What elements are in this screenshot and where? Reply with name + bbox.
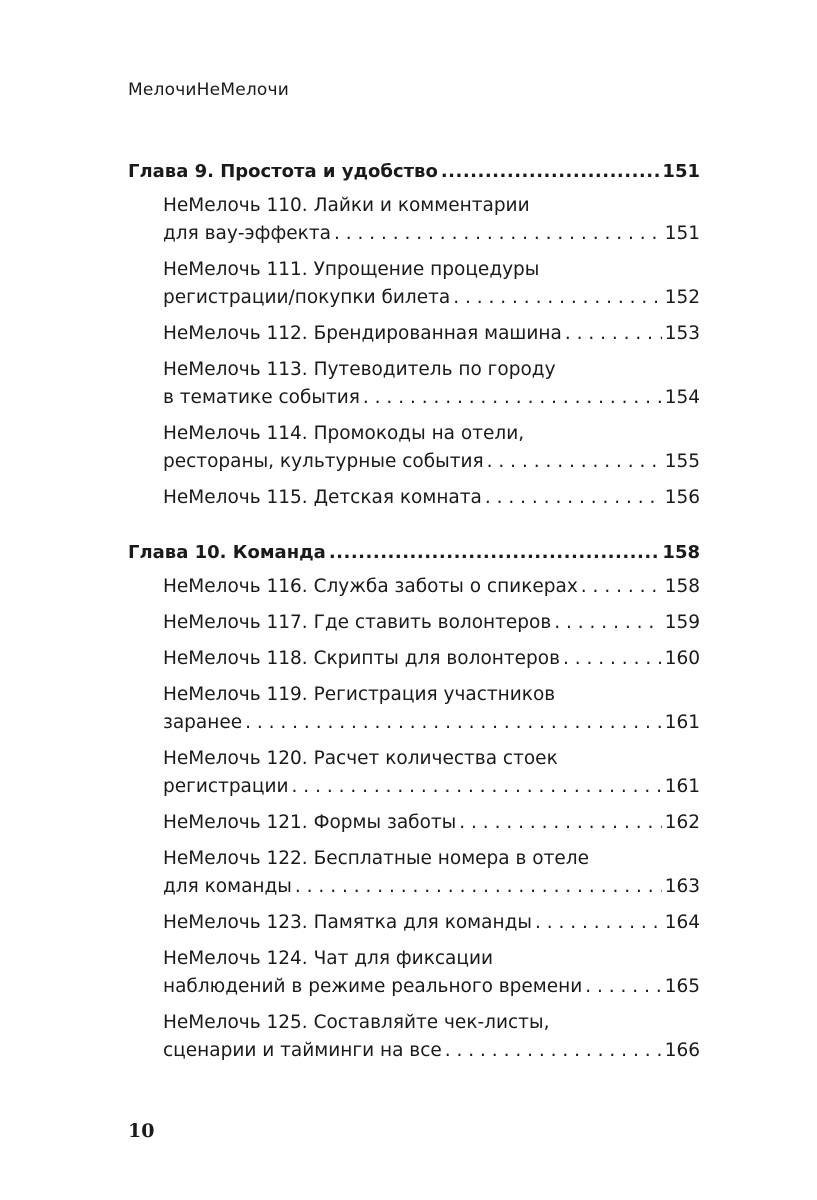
- entry-page: 164: [664, 912, 700, 933]
- entry-title: НеМелочь 117. Где ставить волонтеров: [163, 612, 552, 633]
- entry-title-line: [163, 845, 700, 873]
- toc-entry[interactable]: [163, 1009, 700, 1065]
- entry-title: НеМелочь 122. Бесплатные номера в отеле: [163, 848, 589, 869]
- dot-leader: [295, 873, 662, 901]
- entry-page: 162: [664, 812, 700, 833]
- dot-leader: [441, 156, 660, 188]
- entry-title-cont: заранее: [163, 712, 243, 733]
- entry-title-line: [163, 356, 700, 384]
- dot-leader: [459, 809, 661, 837]
- toc-entry[interactable]: [163, 320, 700, 348]
- dot-leader: [445, 1037, 662, 1065]
- entry-page: 158: [664, 576, 700, 597]
- dot-leader: [485, 484, 662, 512]
- toc-entry[interactable]: [163, 809, 700, 837]
- toc-entry[interactable]: [163, 909, 700, 937]
- entry-title-line: [163, 745, 700, 773]
- dot-leader: [329, 537, 660, 569]
- entry-page: 151: [664, 223, 700, 244]
- dot-leader: [292, 773, 662, 801]
- entry-title-line: [163, 256, 700, 284]
- entry-title: НеМелочь 123. Памятка для команды: [163, 912, 532, 933]
- entry-page: 160: [664, 648, 700, 669]
- dot-leader: [581, 573, 662, 601]
- entry-page: 166: [664, 1040, 700, 1061]
- entry-page: 159: [664, 612, 700, 633]
- toc-entry[interactable]: [163, 356, 700, 412]
- entry-title-cont: сценарии и тайминги на все: [163, 1040, 442, 1061]
- chapter-page: 151: [662, 161, 700, 182]
- entry-page: 155: [664, 451, 700, 472]
- entry-title-cont: для вау-эффекта: [163, 223, 331, 244]
- entry-page: 152: [664, 287, 700, 308]
- entry-title-cont: регистрации: [163, 776, 289, 797]
- entry-title-line: [163, 681, 700, 709]
- entry-page: 161: [664, 776, 700, 797]
- dot-leader: [565, 320, 662, 348]
- entry-page: 163: [664, 876, 700, 897]
- entry-title: НеМелочь 110. Лайки и комментарии: [163, 195, 530, 216]
- toc-entry[interactable]: [163, 256, 700, 312]
- entry-title: НеМелочь 112. Брендированная машина: [163, 323, 562, 344]
- dot-leader: [245, 709, 662, 737]
- entry-title: НеМелочь 124. Чат для фиксации: [163, 948, 494, 969]
- toc-entry[interactable]: [163, 573, 700, 601]
- toc-entry[interactable]: [163, 484, 700, 512]
- toc-entry[interactable]: [163, 192, 700, 248]
- dot-leader: [563, 645, 662, 673]
- entry-title: НеМелочь 118. Скрипты для волонтеров: [163, 648, 560, 669]
- running-head: МелочиНеМелочи: [128, 80, 290, 100]
- entry-title-cont: рестораны, культурные события: [163, 451, 484, 472]
- entry-title-cont: наблюдений в режиме реального времени: [163, 976, 583, 997]
- chapter-title: Глава 10. Команда: [128, 542, 326, 563]
- entry-title: НеМелочь 120. Расчет количества стоек: [163, 748, 558, 769]
- chapter-title: Глава 9. Простота и удобство: [128, 161, 438, 182]
- entry-page: 161: [664, 712, 700, 733]
- entry-page: 165: [664, 976, 700, 997]
- entry-title: НеМелочь 111. Упрощение процедуры: [163, 259, 540, 280]
- entry-title-line: [163, 1009, 700, 1037]
- dot-leader: [453, 284, 661, 312]
- dot-leader: [585, 973, 661, 1001]
- toc-entry[interactable]: [163, 609, 700, 637]
- entry-title-line: [163, 420, 700, 448]
- entry-title: НеМелочь 116. Служба заботы о спикерах: [163, 576, 578, 597]
- dot-leader: [487, 448, 662, 476]
- entry-page: 156: [664, 487, 700, 508]
- table-of-contents: [128, 156, 700, 1073]
- page-number: 10: [128, 1120, 155, 1142]
- entry-title: НеМелочь 119. Регистрация участников: [163, 684, 556, 705]
- toc-entry[interactable]: [163, 420, 700, 476]
- dot-leader: [535, 909, 662, 937]
- entry-title: НеМелочь 115. Детская комната: [163, 487, 482, 508]
- toc-entry[interactable]: [163, 681, 700, 737]
- entry-title-cont: для команды: [163, 876, 292, 897]
- entry-title: НеМелочь 125. Составляйте чек-листы,: [163, 1012, 550, 1033]
- toc-entry[interactable]: [163, 645, 700, 673]
- toc-entry[interactable]: [163, 845, 700, 901]
- chapter-page: 158: [662, 542, 700, 563]
- entry-title-line: [163, 192, 700, 220]
- entry-page: 153: [664, 323, 700, 344]
- entry-title: НеМелочь 114. Промокоды на отели,: [163, 423, 525, 444]
- entry-title-line: [163, 945, 700, 973]
- dot-leader: [334, 220, 662, 248]
- toc-chapter[interactable]: [128, 156, 700, 188]
- entry-title: НеМелочь 121. Формы заботы: [163, 812, 457, 833]
- entry-page: 154: [664, 387, 700, 408]
- entry-title: НеМелочь 113. Путеводитель по городу: [163, 359, 556, 380]
- dot-leader: [554, 609, 661, 637]
- toc-chapter[interactable]: [128, 537, 700, 569]
- entry-title-cont: регистрации/покупки билета: [163, 287, 451, 308]
- toc-entry[interactable]: [163, 945, 700, 1001]
- entry-title-cont: в тематике события: [163, 387, 360, 408]
- toc-entry[interactable]: [163, 745, 700, 801]
- dot-leader: [363, 384, 662, 412]
